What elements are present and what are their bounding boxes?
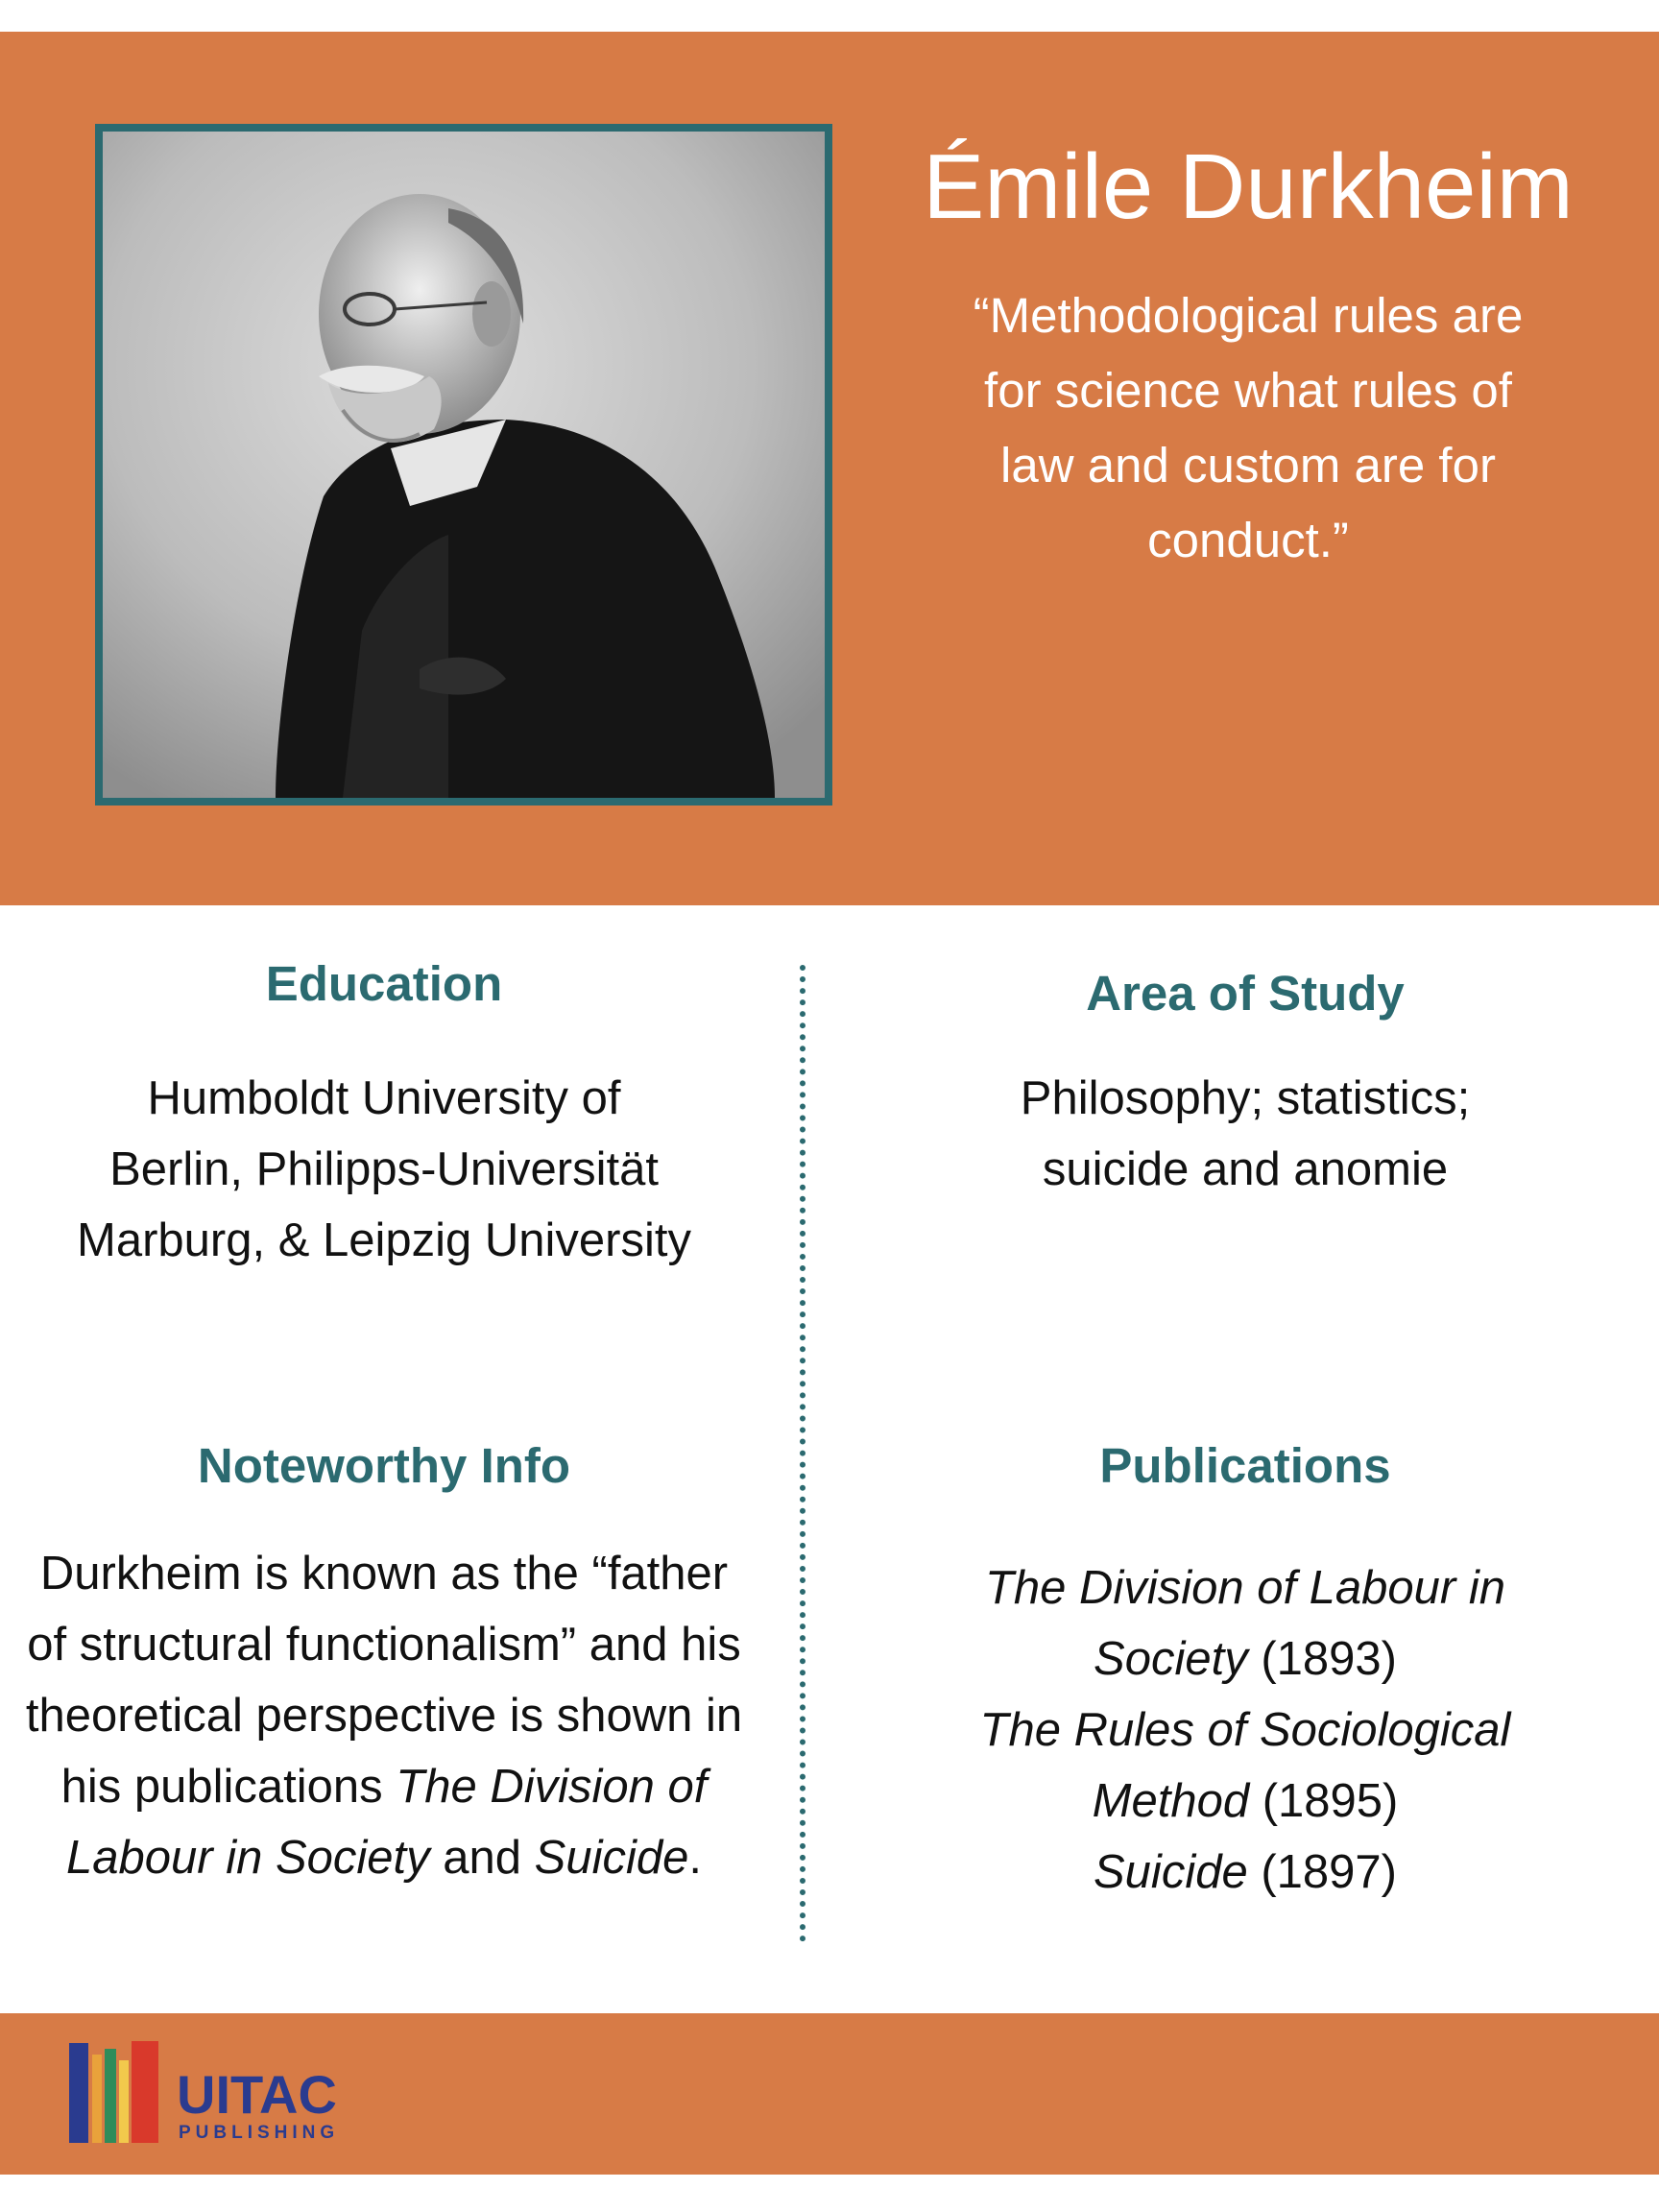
publication-title: The Division of Labour in Society [984,1562,1505,1685]
publication-year: (1893) [1247,1633,1397,1685]
uitac-logo [69,2041,386,2147]
education-heading: Education [265,956,503,1011]
quote: “Methodological rules are for science what rules of law and custom are for conduct.” [973,288,1524,567]
column-divider [800,965,805,1942]
portrait-illustration [103,132,825,798]
publication-year: (1897) [1247,1846,1397,1898]
noteworthy-text-part3: . [688,1832,702,1884]
area-of-study-text: Philosophy; statistics; suicide and anomie [1020,1072,1471,1195]
person-name: Émile Durkheim [923,135,1574,238]
education-text: Humboldt University of Berlin, Philipps-Universität Marburg, & Leipzig University [77,1072,691,1266]
logo-name: UITAC [177,2064,337,2125]
logo-subtitle: PUBLISHING [179,2123,340,2143]
publication-title: Suicide [1094,1846,1248,1898]
noteworthy-text [19,1538,749,1893]
noteworthy-text-part1: Durkheim is known as the “father of structural functionalism” and his theoretical perspective is shown in his publications [25,1548,743,1813]
portrait-photo [95,124,832,805]
noteworthy-title2: Suicide [534,1832,689,1884]
publications-list [948,1552,1543,1908]
noteworthy-heading: Noteworthy Info [197,1438,571,1493]
noteworthy-title1: The Division of Labour in Society [66,1761,708,1884]
noteworthy-text-part2: and [429,1832,535,1884]
book-spines-logo-icon [69,2041,161,2147]
publication-title: The Rules of Sociological Method [979,1704,1511,1827]
publications-heading: Publications [1099,1438,1391,1493]
area-of-study-heading: Area of Study [1086,966,1405,1021]
publication-year: (1895) [1249,1775,1399,1827]
